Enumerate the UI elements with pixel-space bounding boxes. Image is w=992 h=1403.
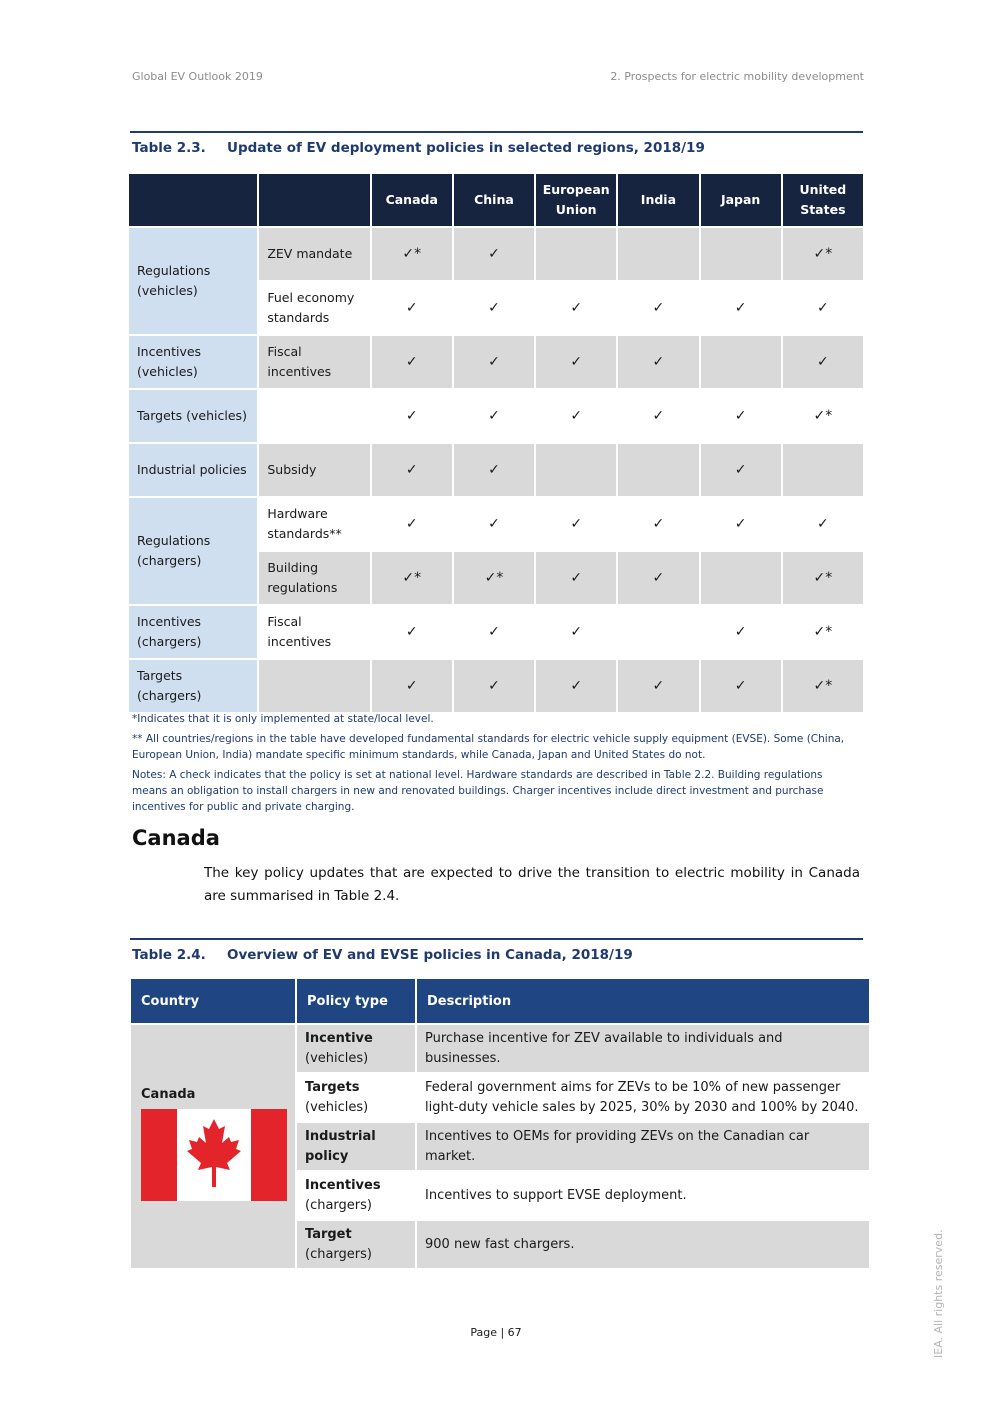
check-cell: ✓: [536, 498, 616, 550]
table-caption: [132, 140, 705, 156]
policy-type-label: Targets: [305, 1079, 360, 1095]
check-cell: ✓: [454, 606, 534, 658]
policy-label: Fiscal incentives: [259, 336, 369, 388]
policy-description: Purchase incentive for ZEV available to individuals and businesses.: [417, 1025, 869, 1072]
running-header-chapter: 2. Prospects for electric mobility development: [610, 70, 864, 83]
group-label: Regulations (chargers): [129, 498, 257, 604]
group-label: Targets (vehicles): [129, 390, 257, 442]
section-heading: Canada: [132, 826, 220, 850]
footnote-evse-standards: ** All countries/regions in the table have developed fundamental standards for electric vehicle supply equipment (EVSE). Some (China, European Union, India) mandate specific minimum standards, while Canada, Japan and United States do not.: [132, 733, 845, 761]
table-rule: [130, 131, 863, 133]
header-blank-cell: [129, 174, 257, 226]
footnote-state-level: *Indicates that it is only implemented at state/local level.: [132, 713, 434, 725]
group-label: Targets (chargers): [129, 660, 257, 712]
column-header: India: [618, 174, 698, 226]
policy-label: [259, 660, 369, 712]
check-cell: ✓: [454, 498, 534, 550]
policy-type-cell: [297, 1123, 415, 1170]
check-cell: ✓*: [783, 390, 863, 442]
table-row: [129, 336, 863, 388]
body-paragraph: The key policy updates that are expected to drive the transition to electric mobility in Canada are summarised in Table 2.4.: [204, 865, 860, 904]
policy-label: Building regulations: [259, 552, 369, 604]
policy-label: [259, 390, 369, 442]
check-cell: ✓: [783, 282, 863, 334]
check-cell: [618, 228, 698, 280]
check-cell: ✓: [618, 660, 698, 712]
check-cell: ✓: [701, 390, 781, 442]
check-cell: ✓: [372, 390, 452, 442]
check-cell: ✓*: [372, 228, 452, 280]
check-cell: ✓: [454, 282, 534, 334]
column-header: Country: [131, 979, 295, 1023]
check-cell: ✓: [536, 660, 616, 712]
check-cell: ✓: [618, 282, 698, 334]
check-cell: [701, 228, 781, 280]
policy-description: Incentives to support EVSE deployment.: [417, 1172, 869, 1219]
table-row: [131, 1025, 869, 1072]
table-row: [129, 606, 863, 658]
check-cell: ✓*: [783, 552, 863, 604]
check-cell: ✓: [372, 282, 452, 334]
check-cell: ✓*: [783, 660, 863, 712]
table-header-row: [129, 174, 863, 226]
policy-type-cell: [297, 1172, 415, 1219]
policy-type-cell: [297, 1074, 415, 1121]
column-header: European Union: [536, 174, 616, 226]
policy-label: Subsidy: [259, 444, 369, 496]
check-cell: ✓: [454, 660, 534, 712]
table-header-row: [131, 979, 869, 1023]
column-header: Description: [417, 979, 869, 1023]
table-number: Table 2.3.: [132, 140, 206, 156]
check-cell: [701, 336, 781, 388]
policy-type-cell: [297, 1221, 415, 1268]
column-header: China: [454, 174, 534, 226]
column-header: United States: [783, 174, 863, 226]
check-cell: ✓: [454, 390, 534, 442]
page-number: Page | 67: [470, 1326, 522, 1339]
check-cell: ✓: [701, 606, 781, 658]
check-cell: ✓: [618, 390, 698, 442]
check-cell: [536, 228, 616, 280]
check-cell: ✓: [536, 282, 616, 334]
copyright-note: IEA. All rights reserved.: [932, 1229, 945, 1358]
check-cell: ✓: [372, 606, 452, 658]
group-label: Incentives (vehicles): [129, 336, 257, 388]
table-rule: [130, 938, 863, 940]
policy-description: 900 new fast chargers.: [417, 1221, 869, 1268]
check-cell: ✓: [618, 336, 698, 388]
table-row: [129, 228, 863, 280]
policy-type-label: Industrial policy: [305, 1128, 376, 1164]
check-cell: ✓: [372, 498, 452, 550]
check-cell: ✓: [454, 228, 534, 280]
table-notes: Notes: A check indicates that the policy is set at national level. Hardware standards are described in Table 2.2. Building regulations means an obligation to install chargers in new and renovated buildings. Charger incentives include direct investment and purchase incentives for public and private charging.: [132, 769, 824, 813]
check-cell: ✓: [372, 336, 452, 388]
check-cell: ✓: [701, 282, 781, 334]
check-cell: [618, 606, 698, 658]
check-cell: ✓: [783, 336, 863, 388]
policy-label: Fiscal incentives: [259, 606, 369, 658]
column-header: Japan: [701, 174, 781, 226]
check-cell: ✓: [618, 498, 698, 550]
policy-type-scope: (chargers): [305, 1246, 372, 1262]
policy-table: [127, 172, 865, 714]
column-header: Canada: [372, 174, 452, 226]
country-name: Canada: [141, 1087, 196, 1102]
group-label: Regulations (vehicles): [129, 228, 257, 334]
table-title: Update of EV deployment policies in selected regions, 2018/19: [227, 140, 705, 156]
check-cell: ✓: [701, 498, 781, 550]
running-header-title: Global EV Outlook 2019: [132, 70, 263, 83]
maple-leaf-icon: [177, 1109, 251, 1201]
group-label: Incentives (chargers): [129, 606, 257, 658]
policy-label: Hardware standards**: [259, 498, 369, 550]
check-cell: ✓: [536, 606, 616, 658]
policy-label: Fuel economy standards: [259, 282, 369, 334]
header-blank-cell: [259, 174, 369, 226]
policy-type-scope: (chargers): [305, 1197, 372, 1213]
table-row: [129, 444, 863, 496]
table-row: [129, 390, 863, 442]
check-cell: ✓: [701, 444, 781, 496]
policy-type-label: Target: [305, 1226, 352, 1242]
table-number: Table 2.4.: [132, 947, 206, 963]
policy-description: Incentives to OEMs for providing ZEVs on the Canadian car market.: [417, 1123, 869, 1170]
check-cell: ✓: [536, 390, 616, 442]
canada-policy-table: [129, 977, 871, 1270]
check-cell: ✓: [618, 552, 698, 604]
table-row: [129, 660, 863, 712]
check-cell: ✓*: [372, 552, 452, 604]
check-cell: ✓*: [783, 606, 863, 658]
check-cell: ✓: [536, 336, 616, 388]
check-cell: ✓*: [454, 552, 534, 604]
check-cell: ✓: [701, 660, 781, 712]
policy-description: Federal government aims for ZEVs to be 10% of new passenger light-duty vehicle sales by 2025, 30% by 2030 and 100% by 2040.: [417, 1074, 869, 1121]
check-cell: [618, 444, 698, 496]
check-cell: ✓: [372, 444, 452, 496]
table-title: Overview of EV and EVSE policies in Canada, 2018/19: [227, 947, 633, 963]
check-cell: [701, 552, 781, 604]
policy-label: ZEV mandate: [259, 228, 369, 280]
check-cell: [783, 444, 863, 496]
check-cell: ✓: [454, 444, 534, 496]
table-caption: [132, 947, 633, 963]
check-cell: ✓*: [783, 228, 863, 280]
check-cell: ✓: [454, 336, 534, 388]
table-row: [129, 498, 863, 550]
policy-type-label: Incentive: [305, 1030, 373, 1046]
policy-type-label: Incentives: [305, 1177, 381, 1193]
check-cell: [536, 444, 616, 496]
check-cell: ✓: [783, 498, 863, 550]
group-label: Industrial policies: [129, 444, 257, 496]
canada-flag-icon: [141, 1109, 287, 1201]
check-cell: ✓: [372, 660, 452, 712]
policy-type-scope: (vehicles): [305, 1099, 369, 1115]
column-header: Policy type: [297, 979, 415, 1023]
policy-type-scope: (vehicles): [305, 1050, 369, 1066]
policy-type-cell: [297, 1025, 415, 1072]
check-cell: ✓: [536, 552, 616, 604]
country-cell: [131, 1025, 295, 1268]
